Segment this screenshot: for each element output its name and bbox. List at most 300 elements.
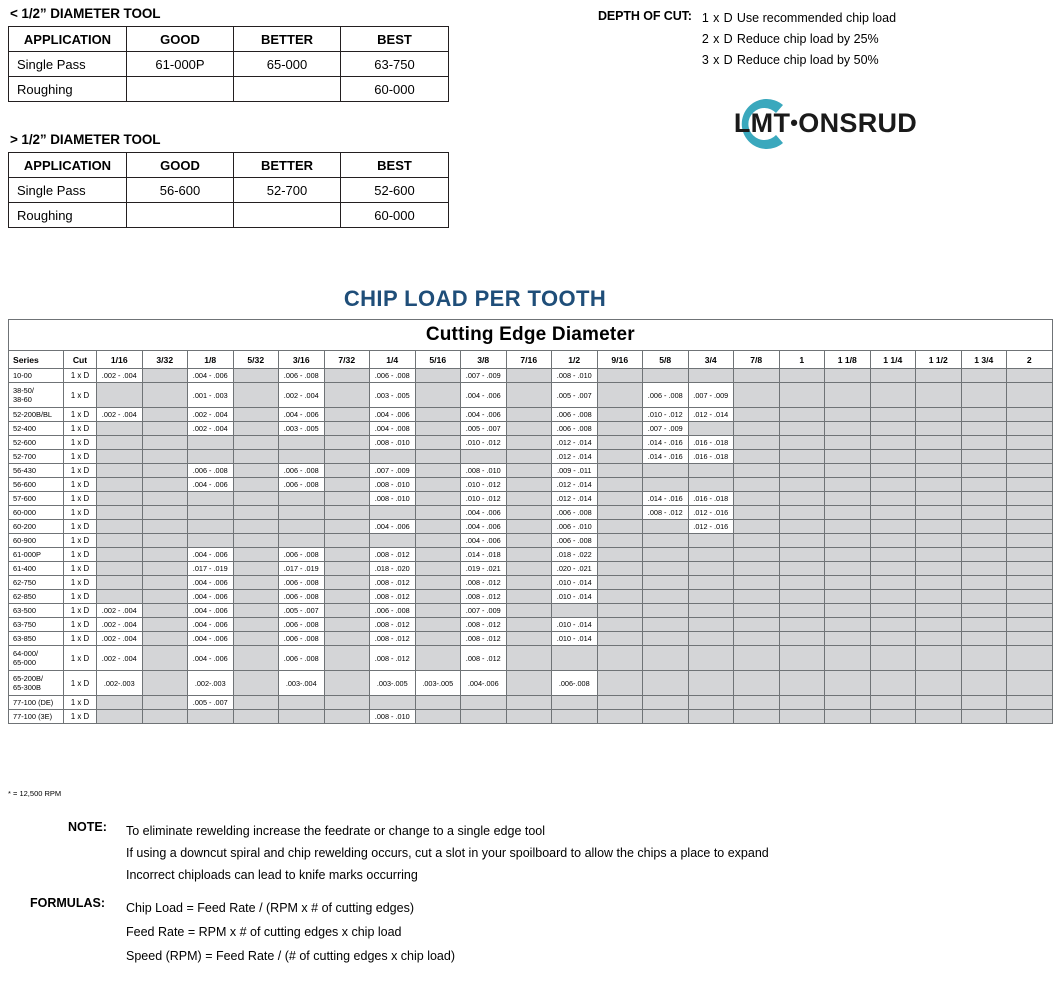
chip-load-value-cell: .014 - .018 — [461, 548, 507, 562]
cut-cell: 1 x D — [64, 520, 97, 534]
chip-load-empty-cell — [506, 369, 552, 383]
table-header-row — [9, 153, 449, 178]
header-diameter: 9/16 — [597, 351, 643, 369]
chip-load-empty-cell — [643, 671, 689, 696]
chip-load-empty-cell — [779, 478, 825, 492]
tool-number-cell — [234, 203, 341, 228]
chip-load-empty-cell — [233, 383, 279, 408]
chip-load-empty-cell — [688, 464, 734, 478]
chip-load-empty-cell — [597, 576, 643, 590]
chip-load-empty-cell — [916, 548, 962, 562]
chip-load-empty-cell — [597, 450, 643, 464]
chip-load-row — [9, 548, 1053, 562]
chip-load-value-cell: .017 - .019 — [279, 562, 325, 576]
chip-load-value-cell: .010 - .012 — [461, 492, 507, 506]
series-cell: 56-430 — [9, 464, 64, 478]
chip-load-empty-cell — [779, 696, 825, 710]
chip-load-empty-cell — [870, 450, 916, 464]
chip-load-empty-cell — [825, 492, 871, 506]
chip-load-empty-cell — [779, 562, 825, 576]
chip-load-empty-cell — [825, 450, 871, 464]
chip-load-empty-cell — [597, 548, 643, 562]
chip-load-empty-cell — [324, 478, 370, 492]
chip-load-value-cell: .004 - .006 — [188, 618, 234, 632]
depth-multiplier: 3 x D — [701, 53, 737, 67]
chip-load-value-cell: .002-.003 — [188, 671, 234, 696]
chip-load-value-cell: .007 - .009 — [370, 464, 416, 478]
chip-load-empty-cell — [734, 520, 780, 534]
series-cell: 64-000/ 65-000 — [9, 646, 64, 671]
chip-load-empty-cell — [324, 408, 370, 422]
chip-load-empty-cell — [324, 671, 370, 696]
chip-load-empty-cell — [734, 369, 780, 383]
column-header: BETTER — [234, 27, 341, 52]
note-line: Incorrect chiploads can lead to knife marks occurring — [126, 868, 418, 882]
chip-load-empty-cell — [506, 632, 552, 646]
chip-load-value-cell: .007 - .009 — [461, 369, 507, 383]
formulas-label: FORMULAS: — [30, 896, 105, 910]
chip-load-empty-cell — [415, 632, 461, 646]
chip-load-empty-cell — [142, 576, 188, 590]
cut-cell: 1 x D — [64, 422, 97, 436]
chip-load-empty-cell — [324, 696, 370, 710]
chip-load-empty-cell — [142, 710, 188, 724]
chip-load-value-cell: .004 - .006 — [461, 408, 507, 422]
chip-load-empty-cell — [825, 632, 871, 646]
chip-load-empty-cell — [688, 590, 734, 604]
tool-number-cell: 65-000 — [234, 52, 341, 77]
chip-load-empty-cell — [961, 548, 1007, 562]
chip-load-value-cell: .004 - .006 — [370, 408, 416, 422]
chip-load-empty-cell — [779, 464, 825, 478]
cut-cell: 1 x D — [64, 576, 97, 590]
chip-load-value-cell: .008 - .012 — [370, 590, 416, 604]
chip-load-empty-cell — [370, 534, 416, 548]
chip-load-row — [9, 562, 1053, 576]
chip-load-value-cell: .006 - .008 — [279, 590, 325, 604]
chip-load-empty-cell — [415, 534, 461, 548]
cut-cell: 1 x D — [64, 646, 97, 671]
chip-load-empty-cell — [643, 710, 689, 724]
chip-load-value-cell: .002 - .004 — [97, 618, 143, 632]
chip-load-empty-cell — [233, 576, 279, 590]
chip-load-empty-cell — [825, 436, 871, 450]
chip-load-value-cell: .006 - .008 — [279, 478, 325, 492]
chip-load-empty-cell — [370, 506, 416, 520]
chip-load-empty-cell — [643, 548, 689, 562]
cut-cell: 1 x D — [64, 492, 97, 506]
depth-instruction: Reduce chip load by 25% — [736, 32, 879, 46]
chip-load-empty-cell — [734, 710, 780, 724]
column-header: BEST — [341, 153, 449, 178]
chip-load-value-cell: .002 - .004 — [188, 408, 234, 422]
chip-load-value-cell: .007 - .009 — [688, 383, 734, 408]
chip-load-row — [9, 478, 1053, 492]
chip-load-empty-cell — [825, 671, 871, 696]
chip-load-empty-cell — [779, 383, 825, 408]
chip-load-empty-cell — [825, 422, 871, 436]
chip-load-empty-cell — [961, 383, 1007, 408]
chip-load-value-cell: .002 - .004 — [97, 632, 143, 646]
tool-number-cell: 60-000 — [341, 77, 449, 102]
chip-load-empty-cell — [233, 534, 279, 548]
chip-load-empty-cell — [415, 604, 461, 618]
chip-load-row — [9, 422, 1053, 436]
tool-number-cell: 52-700 — [234, 178, 341, 203]
chip-load-empty-cell — [415, 548, 461, 562]
series-cell: 60-000 — [9, 506, 64, 520]
chip-load-empty-cell — [779, 618, 825, 632]
chip-load-empty-cell — [233, 369, 279, 383]
chip-load-column-headers — [9, 351, 1053, 369]
rpm-footnote: * = 12,500 RPM — [8, 789, 62, 798]
chip-load-empty-cell — [597, 492, 643, 506]
cut-cell: 1 x D — [64, 604, 97, 618]
tool-number-cell: 56-600 — [127, 178, 234, 203]
chip-load-empty-cell — [643, 478, 689, 492]
chip-load-empty-cell — [552, 646, 598, 671]
chip-load-empty-cell — [142, 450, 188, 464]
cut-cell: 1 x D — [64, 464, 97, 478]
chip-load-empty-cell — [961, 632, 1007, 646]
chip-load-empty-cell — [734, 604, 780, 618]
chip-load-empty-cell — [597, 710, 643, 724]
chip-load-empty-cell — [779, 632, 825, 646]
chip-load-empty-cell — [188, 506, 234, 520]
tool-number-cell: 63-750 — [341, 52, 449, 77]
column-header: GOOD — [127, 27, 234, 52]
chip-load-value-cell: .007 - .009 — [461, 604, 507, 618]
lmt-onsrud-logo — [718, 94, 933, 156]
chip-load-empty-cell — [552, 710, 598, 724]
chip-load-empty-cell — [324, 710, 370, 724]
chip-load-empty-cell — [779, 534, 825, 548]
chip-load-empty-cell — [870, 576, 916, 590]
chip-load-empty-cell — [142, 383, 188, 408]
chip-load-empty-cell — [734, 534, 780, 548]
chip-load-empty-cell — [916, 632, 962, 646]
chip-load-value-cell: .014 - .016 — [643, 450, 689, 464]
chip-load-value-cell: .010 - .012 — [461, 436, 507, 450]
chip-load-empty-cell — [688, 710, 734, 724]
chip-load-value-cell: .008 - .010 — [370, 478, 416, 492]
chip-load-empty-cell — [734, 506, 780, 520]
chip-load-empty-cell — [1007, 671, 1053, 696]
chip-load-value-cell: .004 - .006 — [188, 478, 234, 492]
chip-load-empty-cell — [142, 646, 188, 671]
chip-load-empty-cell — [916, 408, 962, 422]
chip-load-empty-cell — [597, 369, 643, 383]
chip-load-empty-cell — [961, 478, 1007, 492]
chip-load-empty-cell — [779, 506, 825, 520]
chip-load-row — [9, 520, 1053, 534]
chip-load-empty-cell — [506, 450, 552, 464]
chip-load-empty-cell — [643, 464, 689, 478]
chip-load-empty-cell — [1007, 478, 1053, 492]
chip-load-value-cell: .010 - .012 — [461, 478, 507, 492]
chip-load-empty-cell — [643, 618, 689, 632]
chip-load-empty-cell — [779, 646, 825, 671]
chip-load-row — [9, 632, 1053, 646]
chip-load-empty-cell — [142, 436, 188, 450]
chip-load-table — [8, 319, 1053, 724]
note-line: If using a downcut spiral and chip rewelding occurs, cut a slot in your spoilboard to allow the chips a place to expand — [126, 846, 769, 860]
chip-load-empty-cell — [688, 422, 734, 436]
chip-load-empty-cell — [597, 604, 643, 618]
header-diameter: 1/8 — [188, 351, 234, 369]
chip-load-empty-cell — [961, 464, 1007, 478]
application-name-cell: Single Pass — [9, 52, 127, 77]
chip-load-empty-cell — [97, 562, 143, 576]
chip-load-empty-cell — [142, 696, 188, 710]
chip-load-empty-cell — [142, 548, 188, 562]
chip-load-empty-cell — [1007, 450, 1053, 464]
chip-load-empty-cell — [552, 696, 598, 710]
header-diameter: 2 — [1007, 351, 1053, 369]
chip-load-empty-cell — [233, 696, 279, 710]
top-section — [0, 0, 950, 255]
chip-load-empty-cell — [961, 506, 1007, 520]
chip-load-value-cell: .006 - .008 — [370, 604, 416, 618]
chip-load-empty-cell — [415, 478, 461, 492]
chip-load-empty-cell — [597, 383, 643, 408]
chip-load-value-cell: .012 - .016 — [688, 520, 734, 534]
application-table-2 — [8, 132, 458, 228]
chip-load-empty-cell — [779, 520, 825, 534]
chip-load-empty-cell — [643, 590, 689, 604]
cut-cell: 1 x D — [64, 696, 97, 710]
chip-load-empty-cell — [961, 618, 1007, 632]
chip-load-empty-cell — [415, 618, 461, 632]
header-diameter: 1 3/4 — [961, 351, 1007, 369]
chip-load-empty-cell — [597, 408, 643, 422]
chip-load-empty-cell — [597, 422, 643, 436]
chip-load-empty-cell — [506, 422, 552, 436]
chip-load-empty-cell — [415, 436, 461, 450]
chip-load-empty-cell — [734, 492, 780, 506]
chip-load-empty-cell — [643, 520, 689, 534]
chip-load-empty-cell — [688, 576, 734, 590]
chip-load-empty-cell — [734, 436, 780, 450]
chip-load-empty-cell — [688, 369, 734, 383]
chip-load-empty-cell — [97, 520, 143, 534]
chip-load-empty-cell — [779, 408, 825, 422]
chip-load-empty-cell — [597, 478, 643, 492]
chip-load-empty-cell — [1007, 492, 1053, 506]
tool-number-cell — [127, 203, 234, 228]
chip-load-empty-cell — [506, 506, 552, 520]
chip-load-value-cell: .017 - .019 — [188, 562, 234, 576]
chip-load-empty-cell — [597, 562, 643, 576]
chip-load-empty-cell — [142, 369, 188, 383]
chip-load-empty-cell — [961, 492, 1007, 506]
chip-load-empty-cell — [324, 646, 370, 671]
chip-load-empty-cell — [324, 618, 370, 632]
chip-load-row — [9, 618, 1053, 632]
logo-separator-dot: • — [790, 110, 799, 135]
header-diameter: 5/8 — [643, 351, 689, 369]
chip-load-empty-cell — [597, 590, 643, 604]
chip-load-value-cell: .006 - .010 — [552, 520, 598, 534]
chip-load-empty-cell — [1007, 534, 1053, 548]
cut-cell: 1 x D — [64, 383, 97, 408]
chip-load-empty-cell — [324, 534, 370, 548]
chip-load-empty-cell — [916, 520, 962, 534]
tool-number-cell — [234, 77, 341, 102]
chip-load-value-cell: .014 - .016 — [643, 436, 689, 450]
chip-load-empty-cell — [916, 534, 962, 548]
chip-load-empty-cell — [279, 520, 325, 534]
chip-load-value-cell: .004 - .006 — [188, 646, 234, 671]
chip-load-empty-cell — [825, 562, 871, 576]
chip-load-empty-cell — [643, 562, 689, 576]
depth-of-cut-line — [702, 29, 896, 50]
chip-load-empty-cell — [324, 520, 370, 534]
chip-load-value-cell: .006 - .008 — [552, 422, 598, 436]
chip-load-empty-cell — [688, 632, 734, 646]
chip-load-empty-cell — [779, 492, 825, 506]
chip-load-empty-cell — [415, 464, 461, 478]
chip-load-empty-cell — [188, 436, 234, 450]
chip-load-empty-cell — [1007, 383, 1053, 408]
chip-load-empty-cell — [324, 369, 370, 383]
chip-load-empty-cell — [97, 422, 143, 436]
header-diameter: 7/16 — [506, 351, 552, 369]
chip-load-value-cell: .005 - .007 — [188, 696, 234, 710]
chip-load-empty-cell — [870, 548, 916, 562]
chip-load-empty-cell — [779, 576, 825, 590]
chip-load-value-cell: .008 - .010 — [370, 492, 416, 506]
chip-load-value-cell: .016 - .018 — [688, 436, 734, 450]
chip-load-value-cell: .003-.005 — [370, 671, 416, 696]
chip-load-empty-cell — [233, 492, 279, 506]
table-row — [9, 52, 449, 77]
chip-load-value-cell: .005 - .007 — [461, 422, 507, 436]
chip-load-empty-cell — [233, 436, 279, 450]
chip-load-empty-cell — [1007, 548, 1053, 562]
chip-load-value-cell: .020 - .021 — [552, 562, 598, 576]
chip-load-empty-cell — [1007, 618, 1053, 632]
chip-load-empty-cell — [734, 562, 780, 576]
chip-load-empty-cell — [825, 408, 871, 422]
chip-load-empty-cell — [643, 369, 689, 383]
cut-cell: 1 x D — [64, 562, 97, 576]
chip-load-empty-cell — [870, 632, 916, 646]
chip-load-row — [9, 646, 1053, 671]
chip-load-empty-cell — [142, 590, 188, 604]
chip-load-empty-cell — [415, 696, 461, 710]
chip-load-empty-cell — [1007, 436, 1053, 450]
chip-load-empty-cell — [734, 696, 780, 710]
chip-load-empty-cell — [506, 548, 552, 562]
cut-cell: 1 x D — [64, 618, 97, 632]
chip-load-empty-cell — [870, 618, 916, 632]
chip-load-empty-cell — [506, 478, 552, 492]
chip-load-empty-cell — [506, 604, 552, 618]
chip-load-table-body — [9, 369, 1053, 724]
depth-of-cut-block — [598, 8, 896, 71]
chip-load-empty-cell — [825, 478, 871, 492]
chip-load-value-cell: .002 - .004 — [279, 383, 325, 408]
column-header: APPLICATION — [9, 27, 127, 52]
chip-load-empty-cell — [506, 576, 552, 590]
chip-load-empty-cell — [506, 696, 552, 710]
chip-load-value-cell: .012 - .014 — [552, 436, 598, 450]
chip-load-empty-cell — [643, 576, 689, 590]
chip-load-empty-cell — [324, 590, 370, 604]
chip-load-empty-cell — [597, 671, 643, 696]
formulas-block — [30, 896, 455, 968]
chip-load-empty-cell — [961, 710, 1007, 724]
chip-load-empty-cell — [825, 548, 871, 562]
chip-load-empty-cell — [961, 646, 1007, 671]
chip-load-value-cell: .004 - .006 — [188, 604, 234, 618]
chip-load-empty-cell — [870, 646, 916, 671]
chip-load-empty-cell — [97, 492, 143, 506]
chip-load-empty-cell — [916, 478, 962, 492]
chip-load-empty-cell — [734, 646, 780, 671]
chip-load-empty-cell — [233, 408, 279, 422]
chip-load-empty-cell — [916, 590, 962, 604]
chip-load-value-cell: .002 - .004 — [97, 604, 143, 618]
chip-load-value-cell: .018 - .022 — [552, 548, 598, 562]
chip-load-empty-cell — [1007, 506, 1053, 520]
series-cell: 57-600 — [9, 492, 64, 506]
chip-load-empty-cell — [734, 408, 780, 422]
depth-multiplier: 2 x D — [701, 32, 737, 46]
chip-load-empty-cell — [961, 604, 1007, 618]
chip-load-empty-cell — [597, 436, 643, 450]
chip-load-row — [9, 492, 1053, 506]
chip-load-empty-cell — [961, 422, 1007, 436]
chip-load-empty-cell — [688, 671, 734, 696]
chip-load-empty-cell — [506, 408, 552, 422]
chip-load-empty-cell — [415, 646, 461, 671]
chip-load-empty-cell — [506, 618, 552, 632]
chip-load-empty-cell — [506, 671, 552, 696]
chip-load-empty-cell — [597, 534, 643, 548]
chip-load-empty-cell — [1007, 576, 1053, 590]
application-name-cell: Single Pass — [9, 178, 127, 203]
chip-load-empty-cell — [461, 450, 507, 464]
chip-load-empty-cell — [233, 618, 279, 632]
chip-load-empty-cell — [415, 506, 461, 520]
chip-load-value-cell: .003-.004 — [279, 671, 325, 696]
chip-load-value-cell: .006 - .008 — [279, 464, 325, 478]
chip-load-empty-cell — [825, 710, 871, 724]
chip-load-empty-cell — [279, 450, 325, 464]
chip-load-value-cell: .003 - .005 — [279, 422, 325, 436]
header-diameter: 1 1/4 — [870, 351, 916, 369]
chip-load-empty-cell — [142, 506, 188, 520]
chip-load-empty-cell — [279, 534, 325, 548]
chip-load-empty-cell — [597, 464, 643, 478]
chip-load-empty-cell — [597, 696, 643, 710]
chip-load-value-cell: .005 - .007 — [552, 383, 598, 408]
chip-load-empty-cell — [324, 562, 370, 576]
chip-load-empty-cell — [870, 492, 916, 506]
chip-load-value-cell: .012 - .014 — [688, 408, 734, 422]
series-cell: 52-600 — [9, 436, 64, 450]
formula-line: Speed (RPM) = Feed Rate / (# of cutting edges x chip load) — [126, 949, 455, 963]
chip-load-empty-cell — [1007, 710, 1053, 724]
logo-text-left: LMT — [733, 108, 791, 138]
chip-load-empty-cell — [916, 710, 962, 724]
chip-load-empty-cell — [1007, 646, 1053, 671]
chip-load-empty-cell — [324, 506, 370, 520]
chip-load-empty-cell — [825, 383, 871, 408]
chip-load-value-cell: .012 - .016 — [688, 506, 734, 520]
